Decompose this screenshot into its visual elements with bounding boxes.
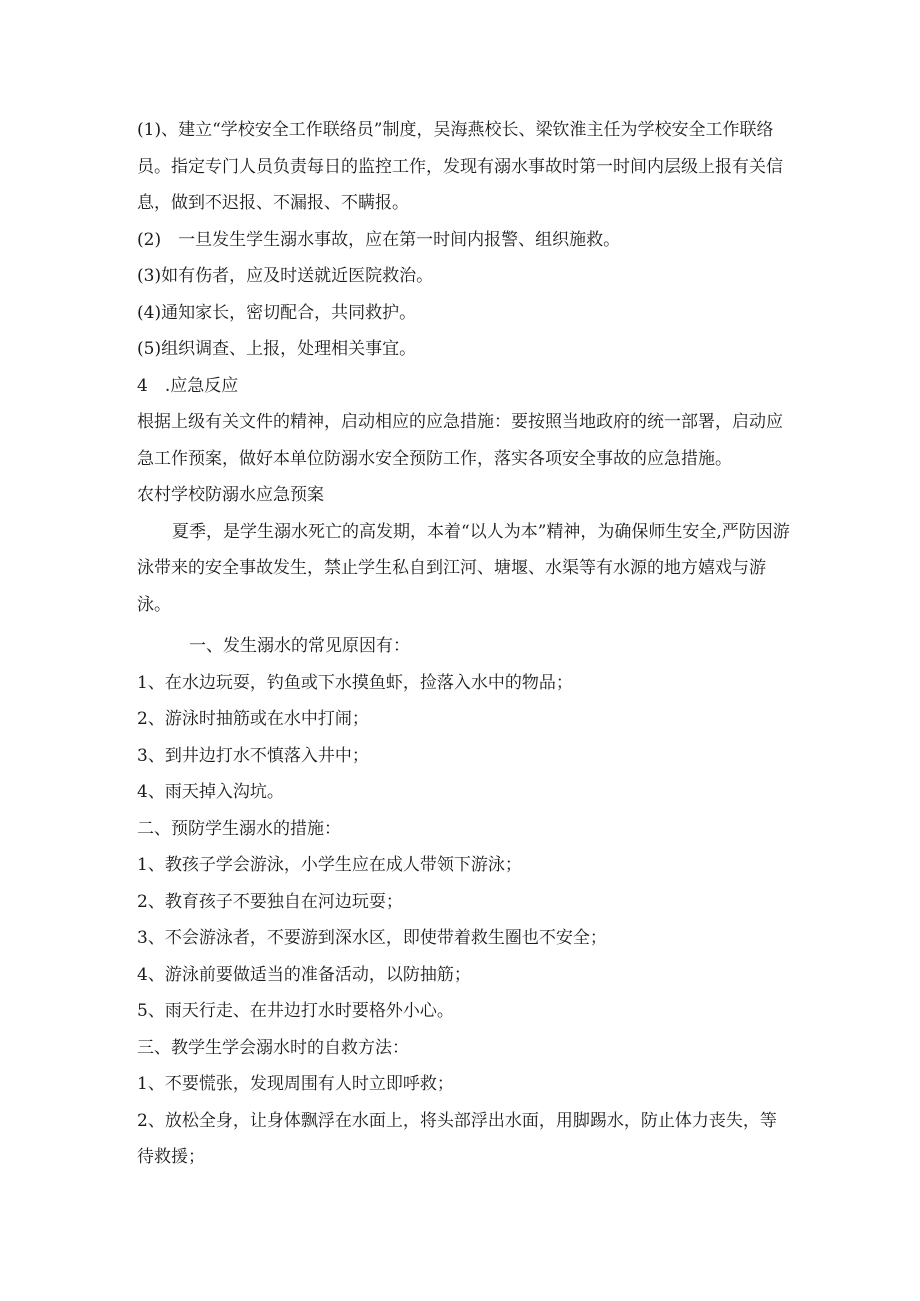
- paragraph-summer-intro: 夏季，是学生溺水死亡的高发期，本着“以人为本”精神，为确保师生安全,严防因游泳带来的安全事故发生，禁止学生私自到江河、塘堰、水渠等有水源的地方嬉戏与游泳。: [137, 521, 790, 615]
- section-heading-self-rescue: 三、教学生学会溺水时的自救方法：: [137, 1037, 409, 1058]
- list-item-prevention-3: 3、不会游泳者，不要游到深水区，即使带着救生圈也不安全；: [137, 928, 607, 948]
- document-title: 农村学校防溺水应急预案: [137, 485, 324, 505]
- list-item-prevention-5: 5、雨天行走、在井边打水时要格外小心。: [137, 1001, 454, 1021]
- paragraph-hospital: (3)如有伤者，应及时送就近医院救治。: [137, 266, 434, 286]
- paragraph-liaison-system: (1)、建立“学校安全工作联络员”制度，吴海燕校长、梁钦淮主任为学校安全工作联络员。指定专门人员负责每日的监控工作，发现有溺水事故时第一时间内层级上报有关信息，做到不迟报、不漏报、不瞒报。: [137, 120, 783, 213]
- list-item-self-rescue-1: 1、不要慌张，发现周围有人时立即呼救；: [137, 1074, 454, 1094]
- list-item-cause-3: 3、到井边打水不慎落入井中；: [137, 745, 369, 766]
- paragraph-report-rescue: (2) 一旦发生学生溺水事故，应在第一时间内报警、组织施救。: [137, 229, 621, 250]
- list-item-cause-4: 4、雨天掉入沟坑。: [137, 782, 284, 802]
- list-item-self-rescue-2: 2、放松全身，让身体飘浮在水面上，将头部浮出水面，用脚踢水，防止体力丧失，等待救援；: [137, 1110, 777, 1167]
- section-heading-prevention: 二、预防学生溺水的措施：: [137, 818, 341, 839]
- paragraph-emergency-measures: 根据上级有关文件的精神，启动相应的应急措施：要按照当地政府的统一部署，启动应急工作预案，做好本单位防溺水安全预防工作，落实各项安全事故的应急措施。: [137, 412, 783, 469]
- paragraph-investigate: (5)组织调查、上报，处理相关事宜。: [137, 339, 417, 359]
- list-item-cause-1: 1、在水边玩耍，钓鱼或下水摸鱼虾，捡落入水中的物品；: [137, 672, 573, 693]
- section-heading-causes: 一、发生溺水的常见原因有：: [189, 636, 410, 656]
- list-item-prevention-4: 4、游泳前要做适当的准备活动，以防抽筋；: [137, 964, 471, 985]
- document-body: [137, 112, 792, 1176]
- section-heading-emergency-response: 4 .应急反应: [137, 375, 239, 396]
- list-item-prevention-2: 2、教育孩子不要独自在河边玩耍；: [137, 891, 403, 912]
- list-item-cause-2: 2、游泳时抽筋或在水中打闹；: [137, 709, 369, 729]
- paragraph-notify-parents: (4)通知家长，密切配合，共同救护。: [137, 302, 417, 323]
- list-item-prevention-1: 1、教孩子学会游泳，小学生应在成人带领下游泳；: [137, 855, 522, 875]
